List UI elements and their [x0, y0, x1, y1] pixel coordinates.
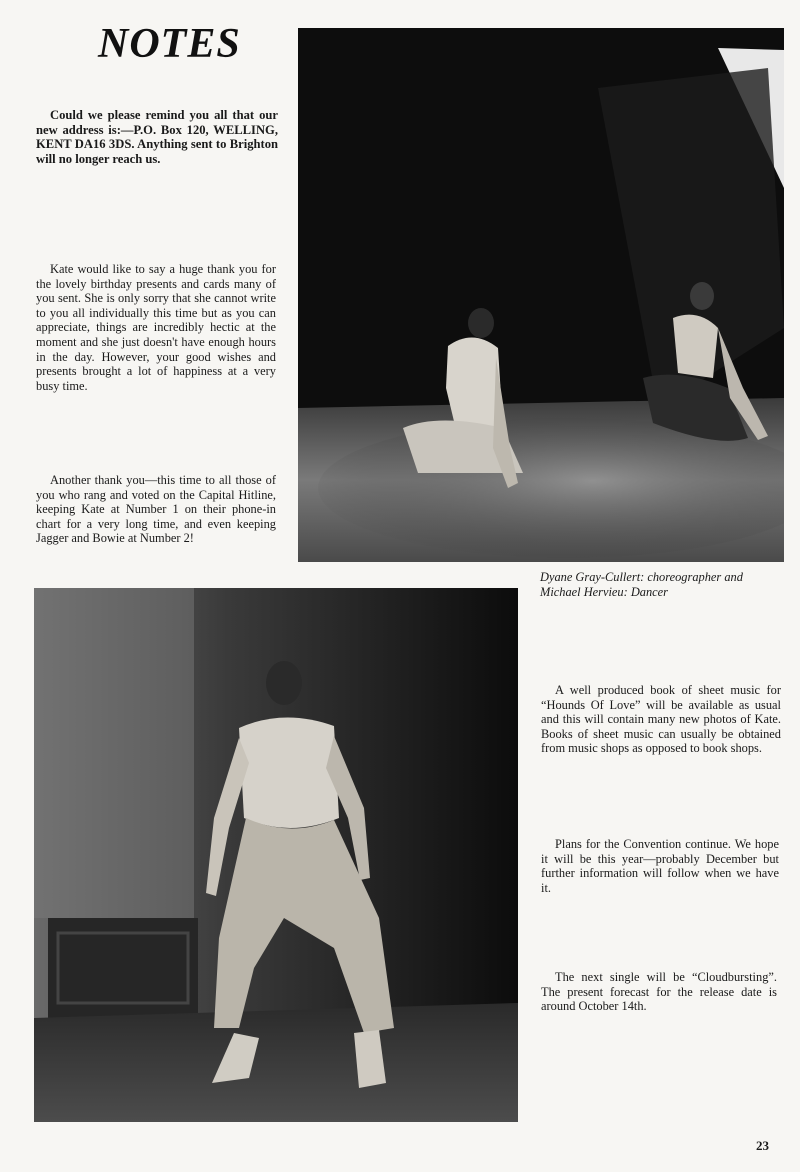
convention-paragraph: Plans for the Convention continue. We hope it will be this year—probably December but further information will follow when we have it.	[541, 837, 779, 895]
page-title: NOTES	[98, 21, 241, 67]
address-notice: Could we please remind you all that our new address is:—P.O. Box 120, WELLING, KENT DA16 3DS. Anything sent to Brighton will no longer reach us.	[36, 108, 278, 166]
sheet-music-paragraph: A well produced book of sheet music for “Hounds Of Love” will be available as usual and this will contain many new photos of Kate. Books of sheet music can usually be obtained from music shops as opposed to book shops.	[541, 683, 781, 756]
next-single-paragraph: The next single will be “Cloudbursting”. The present forecast for the release date is around October 14th.	[541, 970, 777, 1014]
photo-caption: Dyane Gray-Cullert: choreographer and Michael Hervieu: Dancer	[540, 570, 743, 599]
photo-dancer-standing	[34, 588, 518, 1122]
photo-two-dancers-kneeling	[298, 28, 784, 562]
birthday-thanks-paragraph: Kate would like to say a huge thank you for the lovely birthday presents and cards many of you sent. She is only sorry that she cannot write to you all individually this time but as you can appreciate, things are incredibly hectic at the moment and she just doesn't have enough hours in the day. However, your good wishes and presents brought a lot of happiness at a very busy time.	[36, 262, 276, 393]
hitline-thanks-paragraph: Another thank you—this time to all those of you who rang and voted on the Capital Hitline, keeping Kate at Number 1 on their phone-in chart for a very long time, and even keeping Jagger and Bowie at Number 2!	[36, 473, 276, 546]
page-number: 23	[756, 1138, 769, 1153]
